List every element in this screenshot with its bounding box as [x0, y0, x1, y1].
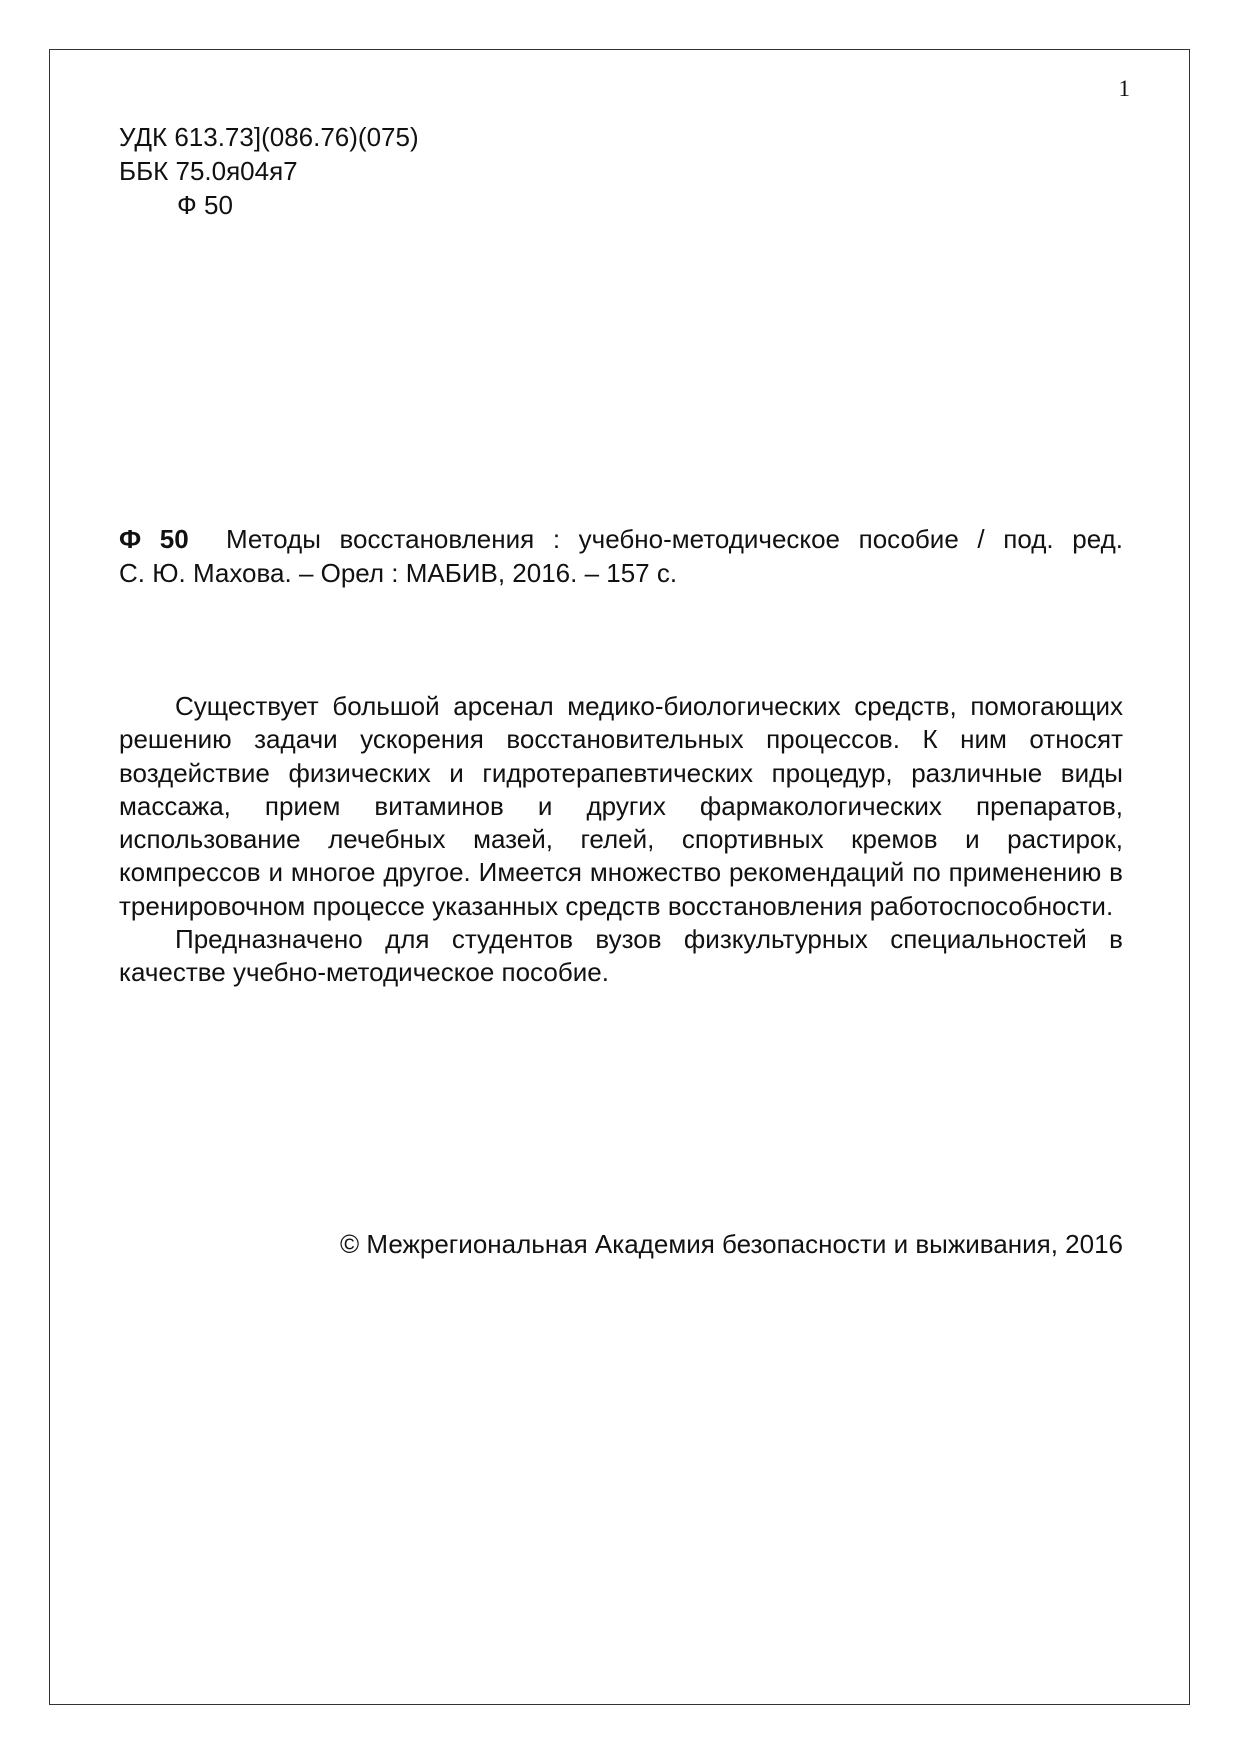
- bbk-index: ББК 75.0я04я7: [119, 156, 298, 186]
- udk-index: УДК 613.73](086.76)(075): [119, 122, 419, 152]
- abstract-paragraph-2: Предназначено для студентов вузов физкультурных специальностей в качестве учебно-методическое пособие.: [119, 924, 1123, 988]
- author-sign: Ф 50: [177, 190, 233, 220]
- bibliographic-record: [119, 522, 1123, 590]
- page-number: 1: [1118, 76, 1130, 101]
- abstract-paragraph-1: Существует большой арсенал медико-биологических средств, помогающих решению задачи ускорения восстановительных процессов. К ним относят воздействие физических и гидротерапевтических процедур, различные виды массажа, прием витаминов и других фармакологических препаратов, использование лечебных мазей, гелей, спортивных кремов и растирок, компрессов и многое другое. Имеется множество рекомендаций по применению в тренировочном процессе указанных средств восстановления работоспособности.: [119, 691, 1123, 921]
- bib-record-title: Методы восстановления : учебно-методическое пособие / под. ред.: [225, 524, 1123, 554]
- classification-block: [119, 120, 419, 222]
- abstract-block: [119, 690, 1123, 990]
- copyright-notice: © Межрегиональная Академия безопасности и выживания, 2016: [340, 1229, 1123, 1259]
- bib-record-line-2: С. Ю. Махова. – Орел : МАБИВ, 2016. – 157 с.: [119, 558, 678, 588]
- bib-record-code: Ф 50: [119, 524, 189, 554]
- bib-record-line-1: [119, 522, 1123, 556]
